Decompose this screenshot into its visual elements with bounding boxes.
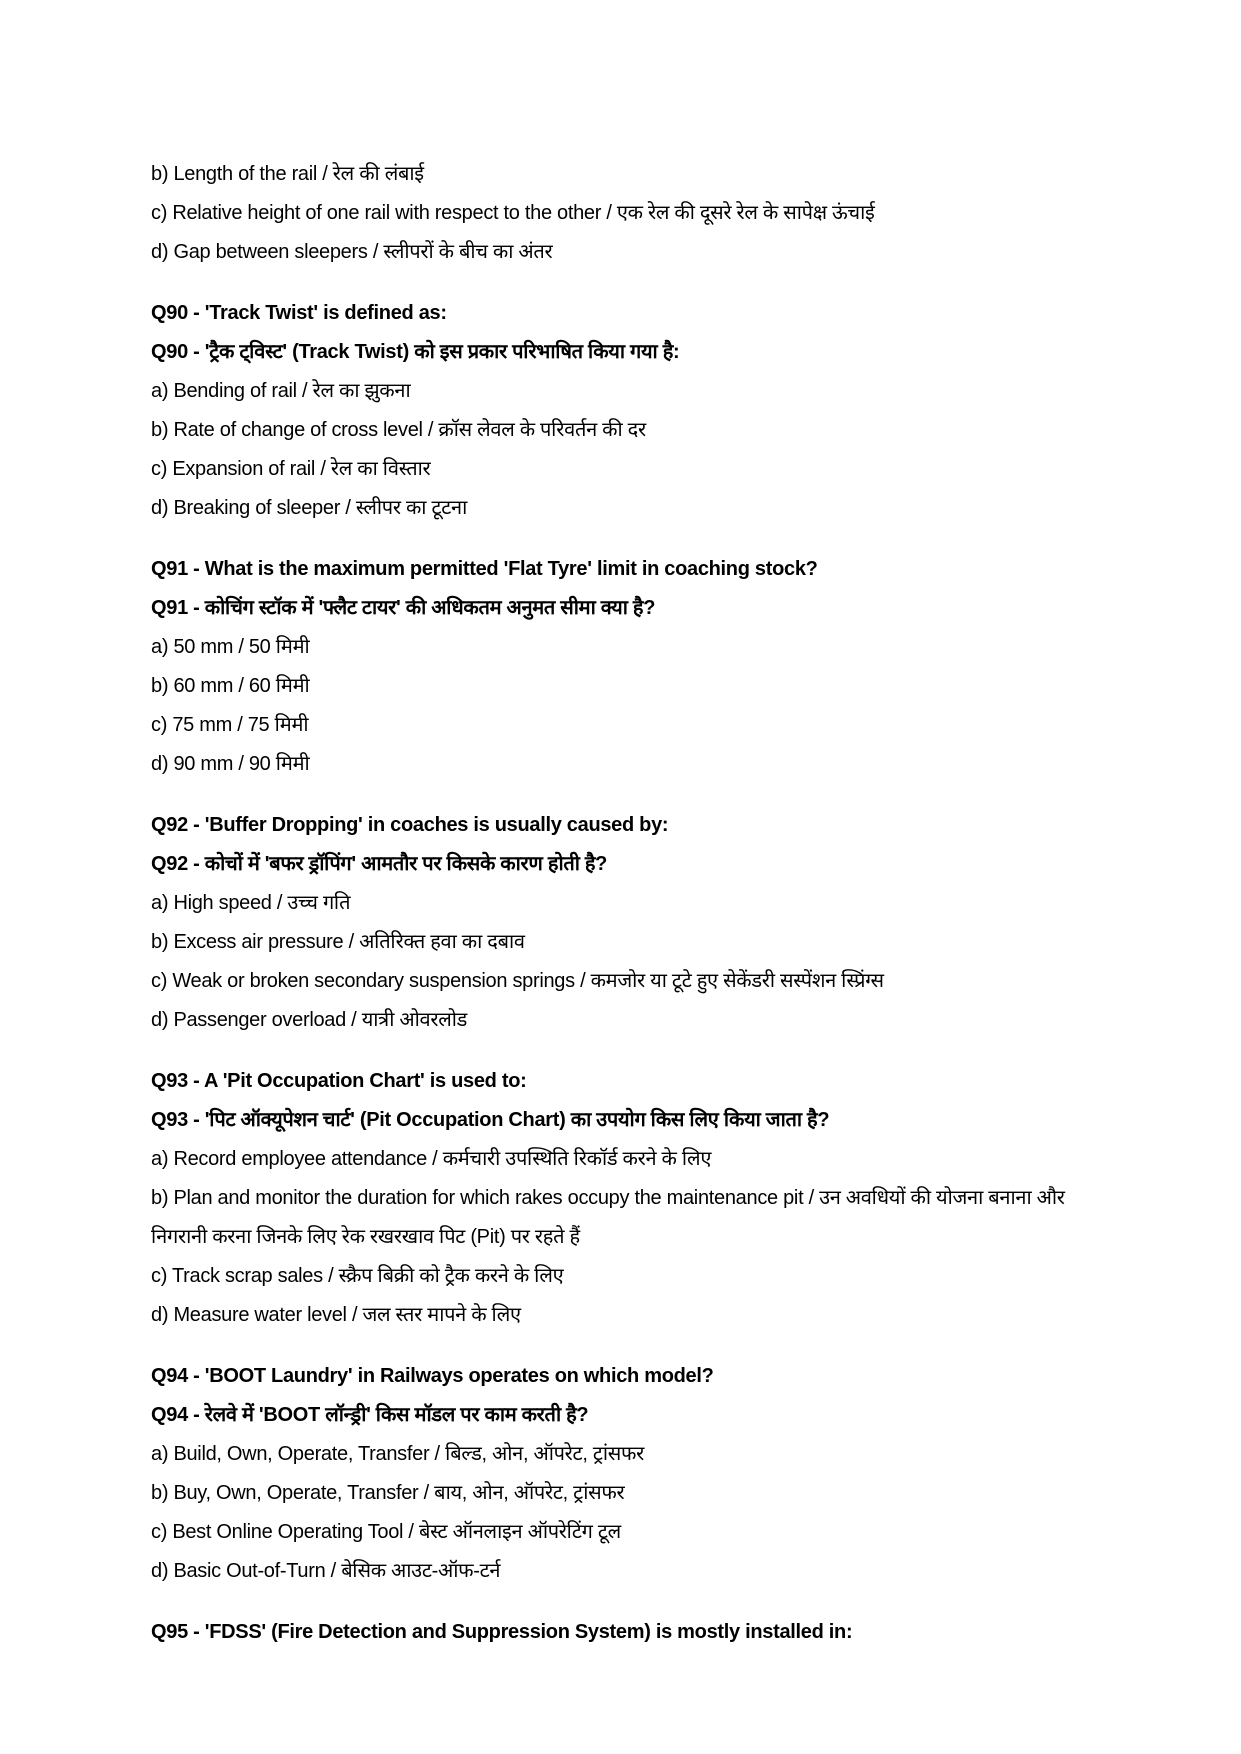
- carryover-options: [151, 155, 1101, 272]
- option-d: d) Basic Out-of-Turn / बेसिक आउट-ऑफ-टर्न: [151, 1560, 501, 1582]
- option-a: a) High speed / उच्च गति: [151, 892, 351, 914]
- option-c: c) Best Online Operating Tool / बेस्ट ऑनलाइन ऑपरेटिंग टूल: [151, 1521, 621, 1543]
- question-hindi: Q92 - कोचों में 'बफर ड्रॉपिंग' आमतौर पर किसके कारण होती है?: [151, 853, 608, 875]
- option-d: d) Measure water level / जल स्तर मापने के लिए: [151, 1304, 521, 1326]
- option-b: b) Rate of change of cross level / क्रॉस लेवल के परिवर्तन की दर: [151, 419, 646, 441]
- option-b: b) Excess air pressure / अतिरिक्त हवा का दबाव: [151, 931, 525, 953]
- option-d: d) 90 mm / 90 मिमी: [151, 753, 310, 775]
- question-english: Q95 - 'FDSS' (Fire Detection and Suppression System) is mostly installed in:: [151, 1621, 853, 1643]
- option-c: c) Expansion of rail / रेल का विस्तार: [151, 458, 431, 480]
- question-english: Q90 - 'Track Twist' is defined as:: [151, 302, 447, 324]
- question-hindi: Q90 - 'ट्रैक ट्विस्ट' (Track Twist) को इस प्रकार परिभाषित किया गया है:: [151, 341, 680, 363]
- option-b: b) Plan and monitor the duration for which rakes occupy the maintenance pit / उन अवधियों की योजना बनाना और निगरानी करना जिनके लिए रेक रखरखाव पिट (Pit) पर रहते हैं: [151, 1187, 1065, 1248]
- option-b: b) Buy, Own, Operate, Transfer / बाय, ओन, ऑपरेट, ट्रांसफर: [151, 1482, 625, 1504]
- question-hindi: Q93 - 'पिट ऑक्यूपेशन चार्ट' (Pit Occupation Chart) का उपयोग किस लिए किया जाता है?: [151, 1109, 830, 1131]
- option-a: a) Build, Own, Operate, Transfer / बिल्ड, ओन, ऑपरेट, ट्रांसफर: [151, 1443, 645, 1465]
- question-q90: [151, 294, 1101, 528]
- option-b: b) 60 mm / 60 मिमी: [151, 675, 310, 697]
- question-english: Q91 - What is the maximum permitted 'Flat Tyre' limit in coaching stock?: [151, 558, 818, 580]
- option-d: d) Breaking of sleeper / स्लीपर का टूटना: [151, 497, 467, 519]
- question-hindi: Q91 - कोचिंग स्टॉक में 'फ्लैट टायर' की अधिकतम अनुमत सीमा क्या है?: [151, 597, 656, 619]
- option-a: a) 50 mm / 50 मिमी: [151, 636, 310, 658]
- option-a: a) Bending of rail / रेल का झुकना: [151, 380, 411, 402]
- option-c: c) Weak or broken secondary suspension springs / कमजोर या टूटे हुए सेकेंडरी सस्पेंशन स्प्रिंग्स: [151, 970, 884, 992]
- question-q95: [151, 1613, 1101, 1652]
- question-q91: [151, 550, 1101, 784]
- question-english: Q92 - 'Buffer Dropping' in coaches is usually caused by:: [151, 814, 669, 836]
- option-c: c) Track scrap sales / स्क्रैप बिक्री को ट्रैक करने के लिए: [151, 1265, 564, 1287]
- option-d: d) Passenger overload / यात्री ओवरलोड: [151, 1009, 468, 1031]
- question-english: Q94 - 'BOOT Laundry' in Railways operates on which model?: [151, 1365, 714, 1387]
- question-q93: [151, 1062, 1101, 1335]
- question-q92: [151, 806, 1101, 1040]
- option-b: b) Length of the rail / रेल की लंबाई: [151, 163, 424, 185]
- option-a: a) Record employee attendance / कर्मचारी उपस्थिति रिकॉर्ड करने के लिए: [151, 1148, 712, 1170]
- document-page: [151, 155, 1101, 1652]
- option-c: c) Relative height of one rail with respect to the other / एक रेल की दूसरे रेल के सापेक्ष ऊंचाई: [151, 202, 875, 224]
- question-q94: [151, 1357, 1101, 1591]
- question-hindi: Q94 - रेलवे में 'BOOT लॉन्ड्री' किस मॉडल पर काम करती है?: [151, 1404, 589, 1426]
- option-c: c) 75 mm / 75 मिमी: [151, 714, 309, 736]
- question-english: Q93 - A 'Pit Occupation Chart' is used to:: [151, 1070, 527, 1092]
- option-d: d) Gap between sleepers / स्लीपरों के बीच का अंतर: [151, 241, 553, 263]
